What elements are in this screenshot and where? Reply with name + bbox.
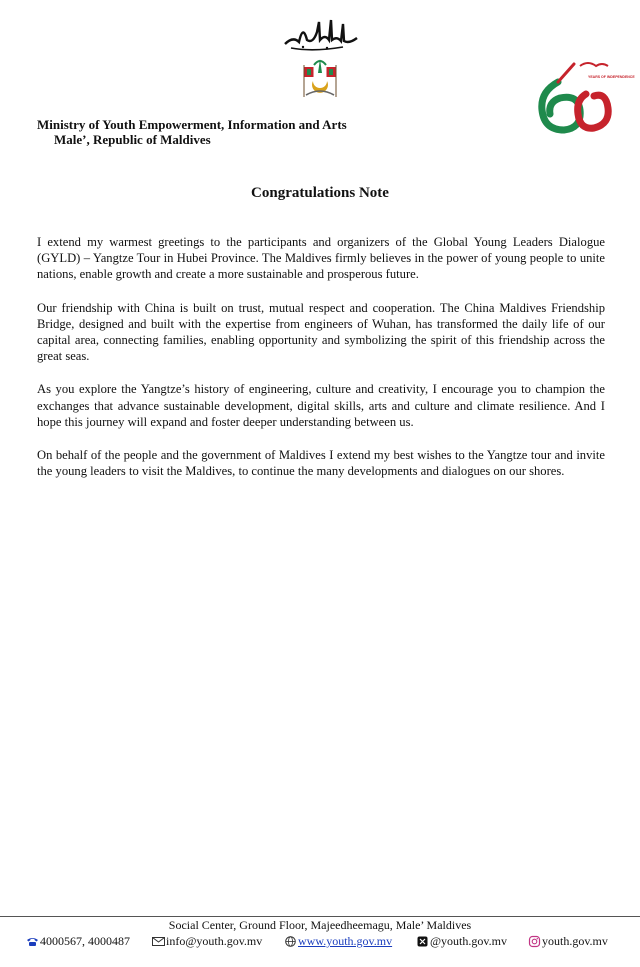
website-link[interactable]: www.youth.gov.mv (298, 934, 393, 948)
paragraph: I extend my warmest greetings to the participants and organizers of the Global Young Leaders Dialogue (GYLD) – Yangtze Tour in Hubei Province. The Maldives firmly believes in the power of young people to unite nations, enable growth and create a more sustainable and prosperous future. (37, 235, 605, 282)
phone-contact (26, 934, 130, 948)
x-contact[interactable] (416, 934, 507, 948)
ministry-location: Male’, Republic of Maldives (54, 132, 211, 147)
instagram-icon (528, 936, 541, 947)
x-logo-icon (416, 936, 429, 947)
x-handle[interactable]: @youth.gov.mv (430, 934, 507, 948)
email-contact[interactable] (152, 934, 262, 948)
document-title: Congratulations Note (251, 185, 389, 201)
footer-divider (0, 916, 640, 917)
independence-60-logo (530, 52, 635, 138)
national-emblem-icon (296, 55, 344, 103)
phone-numbers: 4000567, 4000487 (40, 934, 130, 948)
website-contact[interactable] (284, 934, 392, 948)
paragraph: Our friendship with China is built on trust, mutual respect and cooperation. The China Maldives Friendship Bridge, designed and built with the expertise from engineers of Wuhan, has transformed the daily life of our capital area, connecting families, enabling opportunity and symbolizing the spirit of this friendship across the great seas. (37, 300, 605, 364)
paragraph: On behalf of the people and the government of Maldives I extend my best wishes to the Yangtze tour and invite the young leaders to visit the Maldives, to continue the many developments and dialogues on our shores. (37, 448, 605, 479)
ministry-name: Ministry of Youth Empowerment, Information and Arts (37, 117, 347, 132)
logo-caption: YEARS OF INDEPENDENCE (588, 75, 635, 79)
instagram-handle[interactable]: youth.gov.mv (542, 934, 608, 948)
bismillah-calligraphy (283, 14, 359, 52)
globe-icon (284, 936, 297, 947)
email-address[interactable]: info@youth.gov.mv (166, 934, 263, 948)
ministry-header (37, 117, 347, 147)
envelope-icon (152, 936, 165, 947)
letter-body (37, 234, 605, 496)
footer-address: Social Center, Ground Floor, Majeedheemagu, Male’ Maldives (168, 918, 472, 932)
phone-icon (26, 936, 39, 947)
instagram-contact[interactable] (528, 934, 608, 948)
paragraph: As you explore the Yangtze’s history of engineering, culture and creativity, I encourage you to champion the exchanges that advance sustainable development, digital skills, arts and culture and climate resilience. And I hope this journey will expand and foster deeper understanding between us. (37, 382, 605, 429)
